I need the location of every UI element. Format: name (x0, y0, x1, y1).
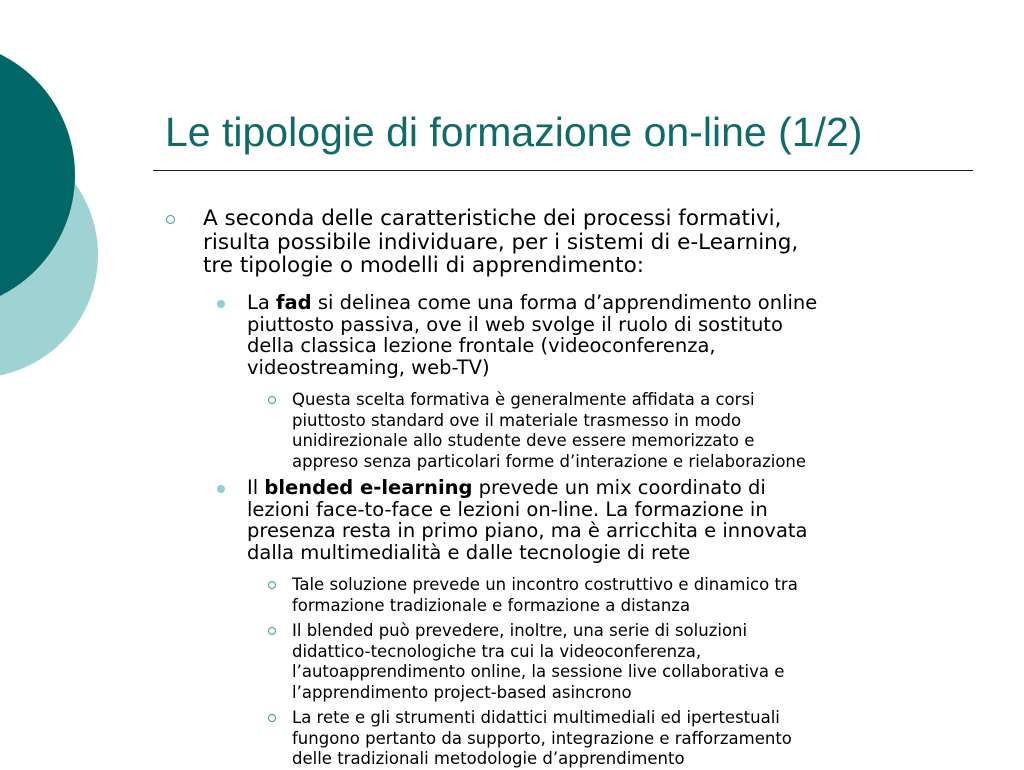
small-hollow-circle-bullet-icon (268, 627, 276, 635)
intro-bullet: A seconda delle caratteristiche dei processi formativi, risulta possibile individuare, per i sistemi di e-Learning, tre tipologie o modelli di apprendimento: (203, 206, 799, 278)
small-hollow-circle-bullet-icon (268, 581, 276, 589)
hollow-circle-bullet-icon (166, 215, 175, 224)
blended-sub-bullet-2: Il blended può prevedere, inoltre, una serie di soluzioni didattico-tecnologiche tra cui la videoconferenza, l’autoapprendimento online, la sessione live collaborativa e l’apprendimento project-based asincrono (292, 621, 785, 702)
small-hollow-circle-bullet-icon (268, 714, 276, 722)
blended-sub-bullet-1: Tale soluzione prevede un incontro costruttivo e dinamico tra formazione tradizionale e formazione a distanza (292, 575, 798, 615)
slide-title: Le tipologie di formazione on-line (1/2) (165, 109, 863, 155)
fad-sub-bullet: Questa scelta formativa è generalmente affidata a corsi piuttosto standard ove il materiale trasmesso in modo unidirezionale allo studente deve essere memorizzato e appreso senza particolari forme d’interazione e rielaborazione (292, 390, 807, 471)
small-hollow-circle-bullet-icon (268, 396, 276, 404)
fad-bullet: La fad si delinea come una forma d’apprendimento online piuttosto passiva, ove il web svolge il ruolo di sostituto della classica lezione frontale (videoconferenza, videostreaming, web-TV) (247, 291, 818, 379)
fad-term: fad (276, 291, 312, 314)
filled-circle-bullet-icon (217, 485, 225, 493)
blended-term: blended e-learning (264, 476, 473, 499)
blended-sub-bullet-3: La rete e gli strumenti didattici multimediali ed ipertestuali fungono pertanto da supporto, integrazione e rafforzamento delle tradizionali metodologie d’apprendimento (292, 708, 792, 769)
blended-bullet: Il blended e-learning prevede un mix coordinato di lezioni face-to-face e lezioni on-line. La formazione in presenza resta in primo piano, ma è arricchita e innovata dalla multimedialità e dalle tecnologie di rete (247, 476, 808, 564)
filled-circle-bullet-icon (217, 300, 225, 308)
